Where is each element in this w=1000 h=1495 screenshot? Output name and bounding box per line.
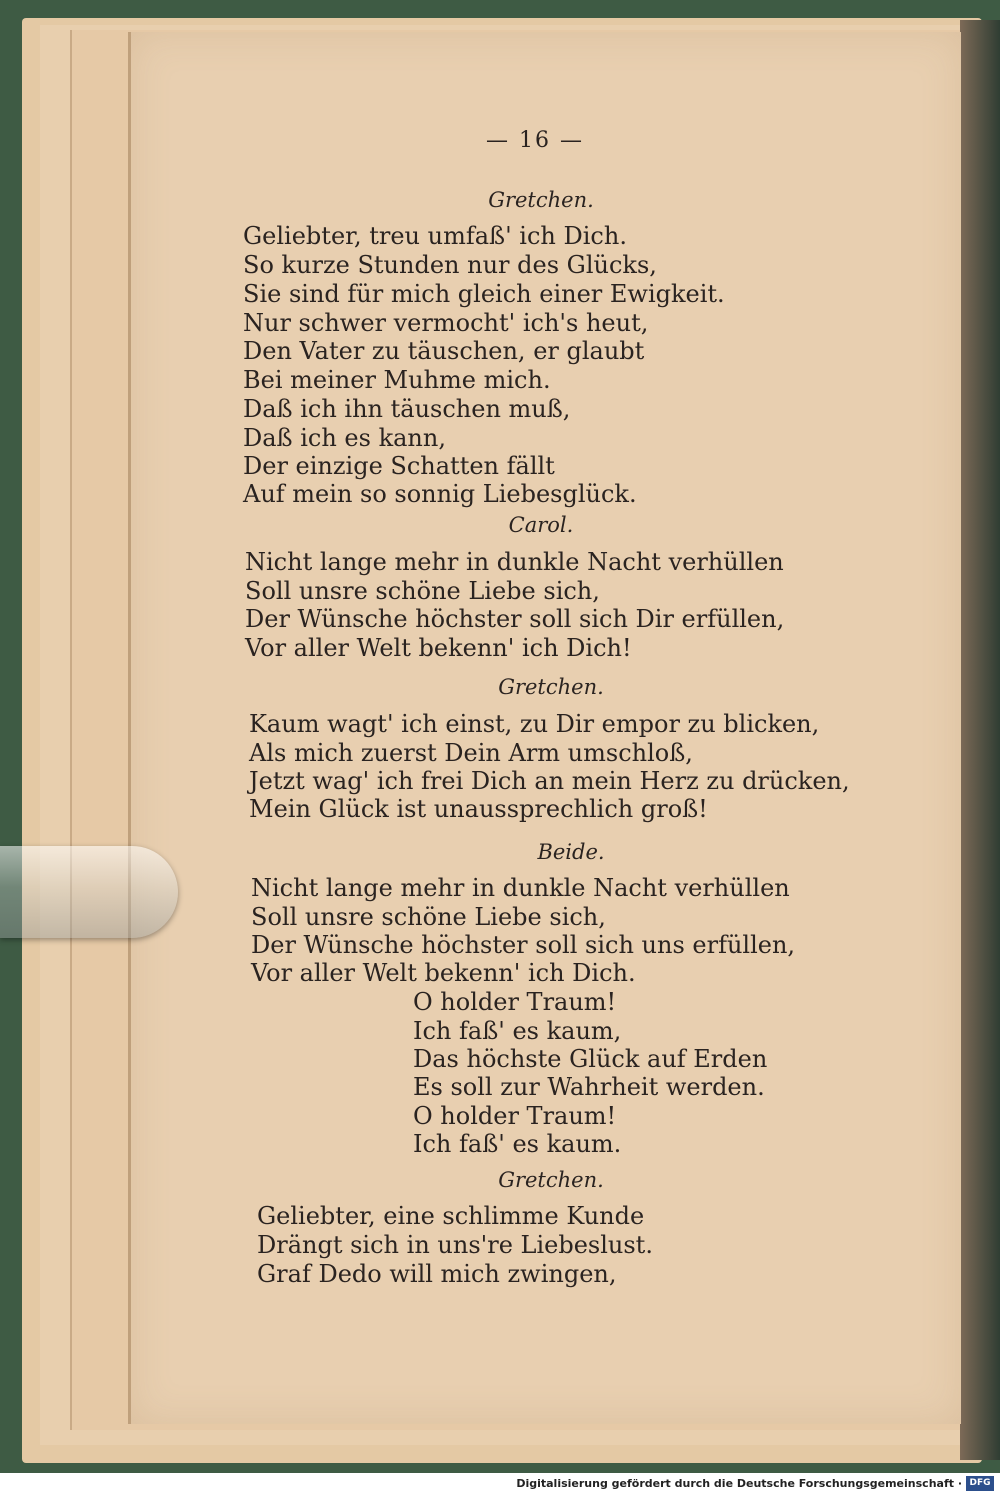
verse-line: Jetzt wag' ich frei Dich an mein Herz zu drücken,	[249, 767, 850, 795]
verse-line: Das höchste Glück auf Erden	[413, 1045, 768, 1073]
verse-line: Soll unsre schöne Liebe sich,	[245, 577, 600, 605]
funding-credit: Digitalisierung gefördert durch die Deutsche Forschungsgemeinschaft ·	[516, 1477, 962, 1490]
book-page	[128, 32, 961, 1424]
speaker-label: Gretchen.	[498, 1168, 604, 1192]
verse-line: Vor aller Welt bekenn' ich Dich.	[251, 959, 636, 987]
dfg-logo: DFG	[966, 1476, 994, 1491]
verse-line: Sie sind für mich gleich einer Ewigkeit.	[243, 280, 725, 308]
verse-line: Es soll zur Wahrheit werden.	[413, 1073, 765, 1101]
verse-line: O holder Traum!	[413, 988, 617, 1016]
verse-line: Daß ich ihn täuschen muß,	[243, 395, 571, 423]
verse-line: Graf Dedo will mich zwingen,	[257, 1260, 617, 1288]
speaker-label: Gretchen.	[498, 675, 604, 699]
verse-line: Auf mein so sonnig Liebesglück.	[243, 480, 637, 508]
verse-line: Soll unsre schöne Liebe sich,	[251, 903, 606, 931]
verse-line: So kurze Stunden nur des Glücks,	[243, 251, 657, 279]
verse-line: Mein Glück ist unaussprechlich groß!	[249, 795, 708, 823]
verse-line: Nicht lange mehr in dunkle Nacht verhüllen	[245, 548, 784, 576]
page-text	[131, 32, 961, 1424]
verse-line: Der Wünsche höchster soll sich uns erfüllen,	[251, 931, 796, 959]
verse-line: Den Vater zu täuschen, er glaubt	[243, 337, 645, 365]
verse-line: Drängt sich in uns're Liebeslust.	[257, 1231, 653, 1259]
spine-shadow	[960, 20, 1000, 1460]
speaker-label: Carol.	[508, 513, 574, 537]
page-number: — 16 —	[486, 128, 584, 153]
verse-line: Geliebter, treu umfaß' ich Dich.	[243, 222, 627, 250]
verse-line: Bei meiner Muhme mich.	[243, 366, 551, 394]
speaker-label: Gretchen.	[488, 188, 594, 212]
verse-line: Als mich zuerst Dein Arm umschloß,	[249, 739, 693, 767]
footer-bar	[0, 1473, 1000, 1495]
verse-line: Nur schwer vermocht' ich's heut,	[243, 309, 649, 337]
verse-line: Ich faß' es kaum.	[413, 1130, 622, 1158]
speaker-label: Beide.	[537, 840, 605, 864]
verse-line: Der Wünsche höchster soll sich Dir erfüllen,	[245, 605, 785, 633]
verse-line: O holder Traum!	[413, 1102, 617, 1130]
verse-line: Geliebter, eine schlimme Kunde	[257, 1202, 645, 1230]
verse-line: Kaum wagt' ich einst, zu Dir empor zu blicken,	[249, 710, 820, 738]
verse-line: Nicht lange mehr in dunkle Nacht verhüllen	[251, 874, 790, 902]
verse-line: Vor aller Welt bekenn' ich Dich!	[245, 634, 632, 662]
verse-line: Der einzige Schatten fällt	[243, 452, 555, 480]
verse-line: Ich faß' es kaum,	[413, 1017, 622, 1045]
verse-line: Daß ich es kann,	[243, 424, 446, 452]
glass-page-holder	[0, 846, 178, 938]
